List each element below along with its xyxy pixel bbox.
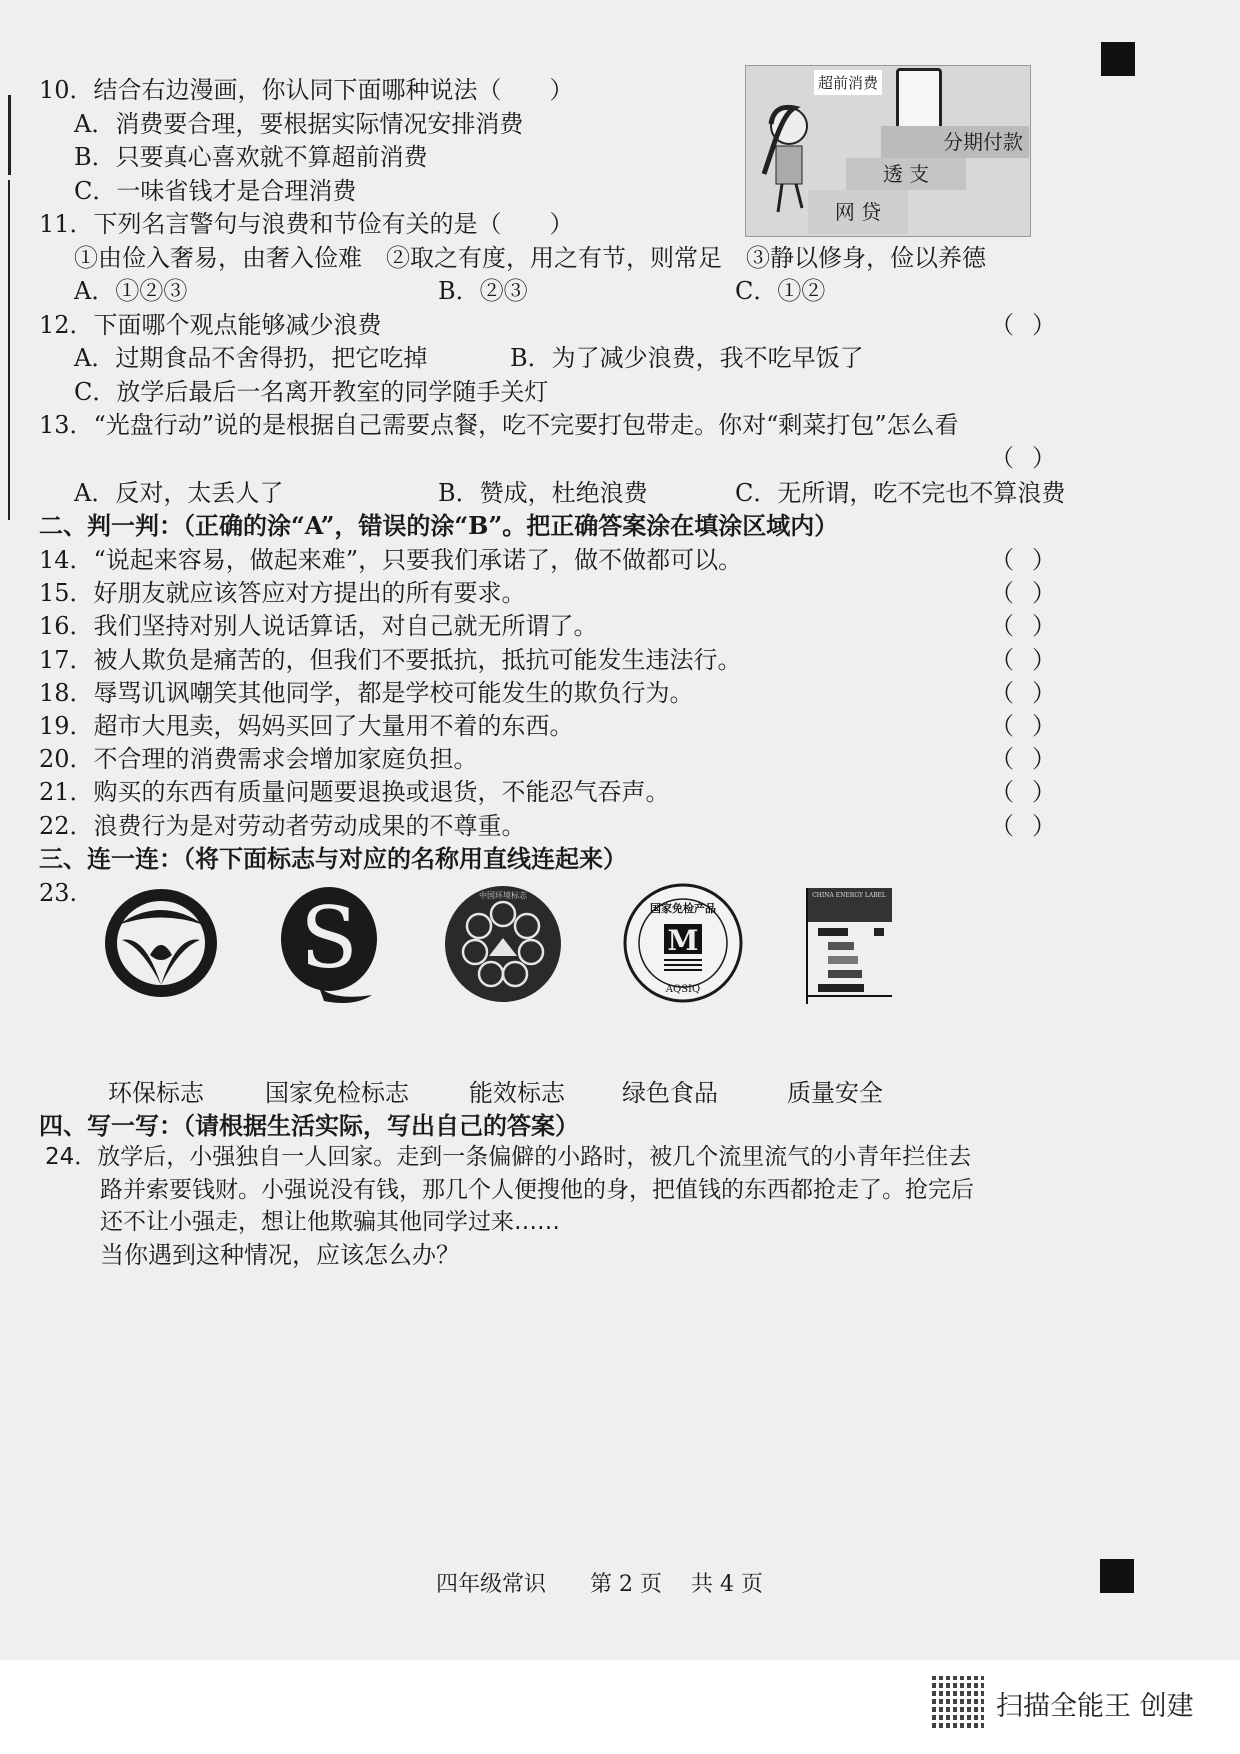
paren-close: ） — [1032, 811, 1056, 840]
margin-line — [8, 95, 11, 175]
paren-open: （ — [990, 645, 1014, 674]
environmental-label-logo — [441, 884, 565, 1008]
paren-close: ） — [1032, 712, 1056, 740]
paren-close: ） — [1032, 612, 1056, 641]
section-4-title: 四、写一写：（请根据生活实际，写出自己的答案） — [39, 1111, 579, 1140]
qr-code-icon — [932, 1676, 984, 1728]
judgment-item: 16．我们坚持对别人说话算话，对自己就无所谓了。 — [39, 612, 598, 641]
speech-bubble: 超前消费 — [814, 70, 882, 95]
logo-name-label[interactable]: 质量安全 — [787, 1079, 883, 1107]
answer-parens — [990, 711, 1056, 741]
option-a: A．消费要合理，要根据实际情况安排消费 — [74, 110, 524, 138]
option-c: C．放学后最后一名离开教室的同学随手关灯 — [74, 378, 549, 406]
option-c: C．①② — [735, 277, 826, 305]
step-online-loan: 网 贷 — [808, 190, 908, 234]
option-b: B．赞成，杜绝浪费 — [438, 479, 648, 507]
question-24-prompt: 当你遇到这种情况，应该怎么办？ — [100, 1241, 460, 1269]
step-installment: 分期付款 — [881, 126, 1029, 158]
paren-close: ） — [1032, 645, 1056, 674]
option-c: C．一味省钱才是合理消费 — [74, 177, 357, 205]
judgment-item: 22．浪费行为是对劳动者劳动成果的不尊重。 — [39, 811, 526, 840]
question-13: 13．“光盘行动”说的是根据自己需要点餐，吃不完要打包带走。你对“剩菜打包”怎么看 — [39, 411, 959, 439]
paren-open: （ — [990, 712, 1014, 740]
option-b: B．为了减少浪费，我不吃早饭了 — [510, 344, 864, 372]
margin-line — [8, 180, 10, 520]
answer-parens — [990, 578, 1056, 608]
logo-name-label[interactable]: 环保标志 — [108, 1079, 204, 1107]
option-a: A．反对，太丢人了 — [74, 479, 284, 507]
answer-parens: （ ） — [990, 444, 1056, 472]
svg-text:CHINA ENERGY LABEL: CHINA ENERGY LABEL — [812, 892, 886, 899]
answer-parens: （ ） — [990, 311, 1056, 339]
paren-open: （ — [990, 546, 1014, 574]
judgment-item: 20．不合理的消费需求会增加家庭负担。 — [39, 745, 478, 774]
paren-open: （ — [990, 579, 1014, 608]
camscanner-watermark: 扫描全能王 创建 — [996, 1691, 1194, 1722]
option-b: B．②③ — [438, 277, 528, 305]
answer-parens — [990, 811, 1056, 841]
registration-mark — [1100, 1559, 1134, 1593]
svg-text:M: M — [667, 924, 699, 957]
inspection-exempt-logo — [622, 882, 744, 1008]
judgment-item: 14．“说起来容易，做起来难”，只要我们承诺了，做不做都可以。 — [39, 546, 743, 574]
question-11: 11．下列名言警句与浪费和节俭有关的是（ ） — [39, 210, 574, 238]
answer-area[interactable] — [100, 1285, 1080, 1545]
option-c: C．无所谓，吃不完也不算浪费 — [735, 479, 1066, 507]
quality-safety-qs-logo — [274, 883, 384, 1012]
option-a: A．过期食品不舍得扔，把它吃掉 — [74, 344, 428, 372]
registration-mark — [1101, 42, 1135, 76]
question-24-line: 24．放学后，小强独自一人回家。走到一条偏僻的小路时，被几个流里流气的小青年拦住去 — [45, 1144, 972, 1170]
svg-text:S: S — [300, 889, 358, 987]
paren-open: （ — [990, 778, 1014, 807]
cartoon-image — [745, 65, 1031, 237]
option-a: A．①②③ — [74, 277, 188, 305]
paren-close: ） — [1032, 678, 1056, 707]
question-10: 10．结合右边漫画，你认同下面哪种说法（ ） — [39, 76, 574, 104]
question-23-number: 23. — [39, 879, 78, 907]
energy-efficiency-label — [806, 888, 896, 1008]
answer-parens — [990, 545, 1056, 575]
judgment-item: 21．购买的东西有质量问题要退换或退货，不能忍气吞声。 — [39, 778, 670, 807]
paren-open: （ — [990, 612, 1014, 641]
logo-name-label[interactable]: 绿色食品 — [622, 1079, 718, 1107]
paren-close: ） — [1032, 579, 1056, 608]
step-overdraft: 透 支 — [846, 158, 966, 190]
logo-name-label[interactable]: 国家免检标志 — [265, 1079, 409, 1107]
page-footer: 四年级常识 第 2 页 共 4 页 — [436, 1572, 763, 1597]
svg-text:国家免检产品: 国家免检产品 — [650, 902, 716, 915]
answer-parens — [990, 678, 1056, 708]
logo-name-label[interactable]: 能效标志 — [469, 1079, 565, 1107]
judgment-item: 19．超市大甩卖，妈妈买回了大量用不着的东西。 — [39, 712, 574, 740]
quotes: ①由俭入奢易，由奢入俭难 ②取之有度，用之有节，则常足 ③静以修身，俭以养德 — [74, 244, 986, 272]
answer-parens — [990, 744, 1056, 774]
answer-parens — [990, 777, 1056, 807]
svg-text:中国环境标志: 中国环境标志 — [479, 891, 527, 900]
answer-parens — [990, 611, 1056, 641]
judgment-item: 15．好朋友就应该答应对方提出的所有要求。 — [39, 579, 526, 608]
paren-close: ） — [1032, 778, 1056, 807]
question-12: 12．下面哪个观点能够减少浪费 — [39, 311, 382, 339]
question-24-line: 路并索要钱财。小强说没有钱，那几个人便搜他的身，把值钱的东西都抢走了。抢完后 — [100, 1177, 974, 1203]
judgment-item: 18．辱骂讥讽嘲笑其他同学，都是学校可能发生的欺负行为。 — [39, 678, 694, 707]
paren-open: （ — [990, 811, 1014, 840]
section-2-title: 二、判一判：（正确的涂“A”，错误的涂“B”。把正确答案涂在填涂区域内） — [39, 511, 839, 540]
paren-open: （ — [990, 745, 1014, 774]
option-b: B．只要真心喜欢就不算超前消费 — [74, 143, 428, 171]
svg-text:AQSIQ: AQSIQ — [665, 984, 701, 995]
paren-open: （ — [990, 678, 1014, 707]
green-food-logo — [100, 885, 222, 1005]
judgment-item: 17．被人欺负是痛苦的，但我们不要抵抗，抵抗可能发生违法行。 — [39, 645, 742, 674]
paren-close: ） — [1032, 745, 1056, 774]
section-3-title: 三、连一连：（将下面标志与对应的名称用直线连起来） — [39, 844, 627, 873]
answer-parens — [990, 645, 1056, 675]
question-24-line: 还不让小强走，想让他欺骗其他同学过来…… — [100, 1209, 560, 1235]
paren-close: ） — [1032, 546, 1056, 574]
